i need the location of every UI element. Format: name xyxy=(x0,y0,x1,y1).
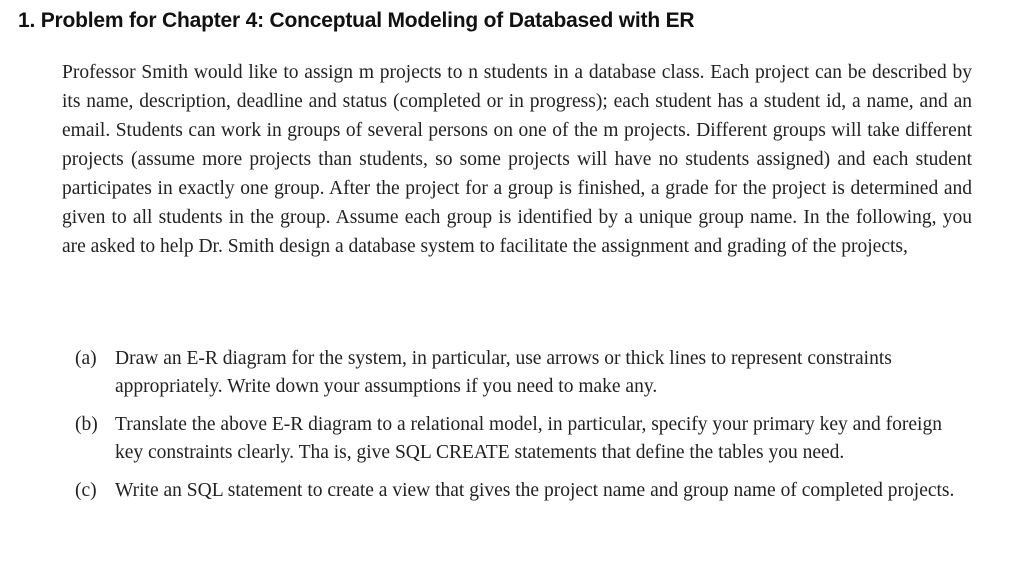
question-a-label: (a) xyxy=(75,348,97,369)
problem-heading: 1. Problem for Chapter 4: Conceptual Modeling of Databased with ER xyxy=(18,9,695,32)
question-b xyxy=(75,411,972,467)
question-b-text: Translate the above E-R diagram to a relational model, in particular, specify your primary key and foreign key constraints clearly. Tha is, give SQL CREATE statements that define the tables you need. xyxy=(115,414,942,463)
question-c-label: (c) xyxy=(75,480,97,501)
question-c-text: Write an SQL statement to create a view that gives the project name and group name of completed projects. xyxy=(115,480,955,501)
question-c xyxy=(75,477,972,505)
problem-description: Professor Smith would like to assign m projects to n students in a database class. Each project can be described by its name, description, deadline and status (completed or in progress); each student has a student id, a name, and an email. Students can work in groups of several persons on one of the m projects. Different groups will take different projects (assume more projects than students, so some projects will have no students assigned) and each student participates in exactly one group. After the project for a group is finished, a grade for the project is determined and given to all students in the group. Assume each group is identified by a unique group name. In the following, you are asked to help Dr. Smith design a database system to facilitate the assignment and grading of the projects, xyxy=(62,62,972,257)
question-list xyxy=(75,345,972,515)
question-a-text: Draw an E-R diagram for the system, in particular, use arrows or thick lines to represent constraints appropriately. Write down your assumptions if you need to make any. xyxy=(115,348,892,397)
question-b-label: (b) xyxy=(75,414,98,435)
question-a xyxy=(75,345,972,401)
